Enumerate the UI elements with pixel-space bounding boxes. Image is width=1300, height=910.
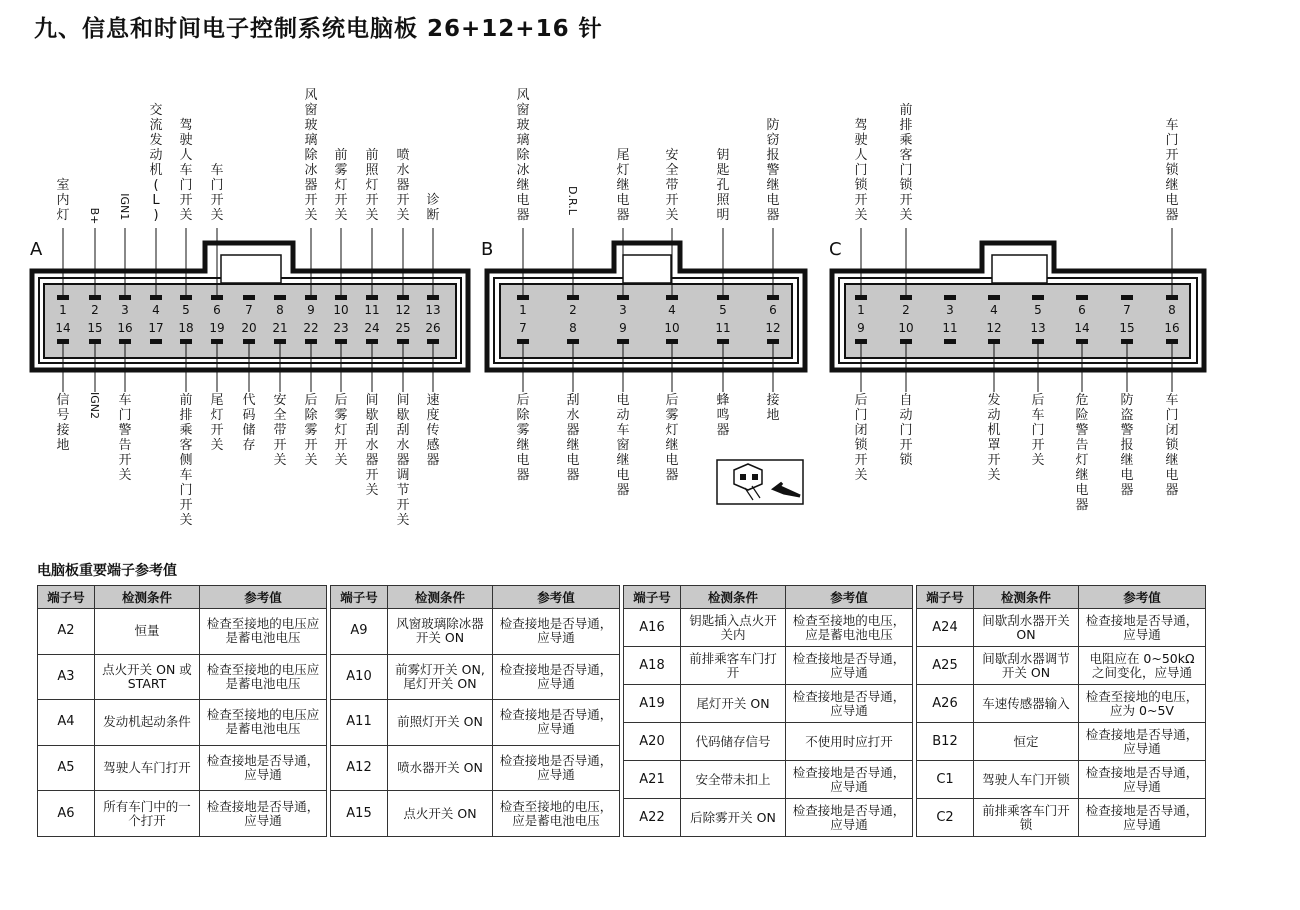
col-header-condition: 检测条件 — [681, 586, 786, 609]
table-row — [624, 647, 913, 685]
pin-label: 驾驶人车门开关 — [179, 118, 193, 223]
condition-cell: 间歇刮水器开关 ON — [974, 609, 1079, 647]
pin-label: 前照灯开关 — [365, 148, 379, 223]
condition-cell: 间歇刮水器调节开关 ON — [974, 647, 1079, 685]
pin-number: 26 — [425, 321, 441, 335]
pin-label: 室内灯 — [56, 178, 70, 223]
reference-table-4 — [916, 585, 1206, 837]
reference-cell: 检查至接地的电压应是蓄电池电压 — [200, 654, 327, 700]
pin-number: 5 — [719, 303, 727, 317]
pin-number: 14 — [55, 321, 71, 335]
reference-cell: 电阻应在 0~50kΩ 之间变化，应导通 — [1079, 647, 1206, 685]
terminal-cell: A9 — [331, 609, 388, 655]
pin-label: 后雾灯开关 — [334, 393, 348, 468]
connector-face — [845, 284, 1190, 358]
terminal-cell: C1 — [917, 761, 974, 799]
table-caption: 电脑板重要端子参考值 — [37, 563, 177, 579]
reference-cell: 检查至接地的电压，应是蓄电池电压 — [493, 791, 620, 837]
table-row — [38, 654, 327, 700]
table-row — [38, 609, 327, 655]
col-header-terminal: 端子号 — [331, 586, 388, 609]
connector-key — [623, 255, 671, 283]
pin-label: 驾驶人门锁开关 — [854, 118, 868, 223]
terminal-cell: A15 — [331, 791, 388, 837]
connector-letter: B — [481, 239, 494, 260]
table-row — [624, 723, 913, 761]
pin-label: 后门闭锁开关 — [854, 393, 868, 483]
pin-label: 诊断 — [426, 193, 440, 223]
pin-number: 14 — [1074, 321, 1090, 335]
reference-table-1 — [37, 585, 327, 837]
pin-number: 1 — [59, 303, 67, 317]
condition-cell: 点火开关 ON 或 START — [95, 654, 200, 700]
pin-number: 17 — [148, 321, 164, 335]
pin-number: 7 — [519, 321, 527, 335]
reference-cell: 检查接地是否导通，应导通 — [1079, 799, 1206, 837]
pin-number: 5 — [1034, 303, 1042, 317]
pin-label: 危险警告灯继电器 — [1075, 393, 1089, 513]
connector-letter: A — [30, 239, 43, 260]
terminal-cell: A21 — [624, 761, 681, 799]
reference-cell: 检查接地是否导通，应导通 — [493, 609, 620, 655]
reference-cell: 检查接地是否导通，应导通 — [1079, 723, 1206, 761]
table-row — [624, 685, 913, 723]
condition-cell: 车速传感器输入 — [974, 685, 1079, 723]
terminal-cell: A4 — [38, 700, 95, 746]
table-row — [331, 791, 620, 837]
pin-label: 信号接地 — [56, 393, 70, 453]
reference-cell: 检查接地是否导通，应导通 — [1079, 761, 1206, 799]
terminal-cell: C2 — [917, 799, 974, 837]
pin-number: 4 — [990, 303, 998, 317]
col-header-reference: 参考值 — [1079, 586, 1206, 609]
reference-cell: 检查接地是否导通，应导通 — [493, 654, 620, 700]
terminal-cell: A26 — [917, 685, 974, 723]
pin-terminal — [1032, 295, 1044, 300]
col-header-condition: 检测条件 — [974, 586, 1079, 609]
pin-number: 23 — [333, 321, 349, 335]
condition-cell: 前排乘客车门打开 — [681, 647, 786, 685]
terminal-cell: A25 — [917, 647, 974, 685]
reference-cell: 检查接地是否导通，应导通 — [786, 761, 913, 799]
table-row — [917, 799, 1206, 837]
pin-number: 7 — [245, 303, 253, 317]
pin-label: 接地 — [766, 393, 780, 423]
table-row — [917, 685, 1206, 723]
col-header-condition: 检测条件 — [388, 586, 493, 609]
pin-number: 16 — [1164, 321, 1180, 335]
pin-number: 9 — [619, 321, 627, 335]
condition-cell: 所有车门中的一个打开 — [95, 791, 200, 837]
pin-label: 尾灯继电器 — [616, 148, 630, 223]
pin-label: 前排乘客侧车门开关 — [179, 393, 193, 528]
pin-terminal — [1076, 295, 1088, 300]
table-row — [38, 700, 327, 746]
col-header-reference: 参考值 — [786, 586, 913, 609]
table-row — [624, 609, 913, 647]
pin-label: 电动车窗继电器 — [616, 393, 630, 498]
pin-number: 15 — [87, 321, 103, 335]
pin-number: 8 — [569, 321, 577, 335]
pin-number: 4 — [152, 303, 160, 317]
pin-number: 2 — [902, 303, 910, 317]
pin-label: 钥匙孔照明 — [716, 148, 730, 223]
condition-cell: 前排乘客车门开锁 — [974, 799, 1079, 837]
table-row — [917, 609, 1206, 647]
pin-number: 18 — [178, 321, 194, 335]
pin-label: 车门开锁继电器 — [1165, 118, 1179, 223]
pin-number: 10 — [898, 321, 914, 335]
col-header-reference: 参考值 — [200, 586, 327, 609]
terminal-cell: A24 — [917, 609, 974, 647]
pin-label: 喷水器开关 — [396, 148, 410, 223]
pin-label: IGN2 — [88, 392, 101, 419]
table-row — [331, 609, 620, 655]
connector-face — [500, 284, 792, 358]
reference-cell: 检查至接地的电压应是蓄电池电压 — [200, 700, 327, 746]
pin-label: 尾灯开关 — [210, 393, 224, 453]
connector-key — [992, 255, 1047, 283]
condition-cell: 前照灯开关 ON — [388, 700, 493, 746]
pin-terminal — [944, 339, 956, 344]
table-row — [624, 761, 913, 799]
pin-label: 防盗警报继电器 — [1120, 393, 1134, 498]
pin-label: 后雾灯继电器 — [665, 393, 679, 483]
pin-number: 6 — [769, 303, 777, 317]
pin-label: 自动门开锁 — [899, 393, 913, 468]
pin-terminal — [944, 295, 956, 300]
connector-letter: C — [829, 239, 842, 260]
pin-number: 12 — [986, 321, 1002, 335]
connector-key — [221, 255, 281, 283]
pin-label: 风窗玻璃除冰继电器 — [516, 88, 530, 223]
table-row — [331, 654, 620, 700]
reference-cell: 检查接地是否导通，应导通 — [200, 745, 327, 791]
pin-label: 前雾灯开关 — [334, 148, 348, 223]
pin-number: 11 — [942, 321, 958, 335]
pin-label: 交流发动机( L ) — [149, 103, 163, 223]
table-row — [331, 745, 620, 791]
pin-label: D.R.L — [566, 186, 579, 215]
pin-number: 6 — [213, 303, 221, 317]
table-row — [917, 761, 1206, 799]
table-row — [917, 647, 1206, 685]
pin-number: 13 — [1030, 321, 1046, 335]
condition-cell: 恒定 — [974, 723, 1079, 761]
table-row — [331, 700, 620, 746]
pin-label: 蜂鸣器 — [716, 393, 730, 438]
page-title: 九、信息和时间电子控制系统电脑板 26+12+16 针 — [34, 16, 603, 42]
condition-cell: 尾灯开关 ON — [681, 685, 786, 723]
condition-cell: 恒量 — [95, 609, 200, 655]
pin-label: 发动机罩开关 — [987, 393, 1001, 483]
terminal-cell: A18 — [624, 647, 681, 685]
pin-label: 后除雾继电器 — [516, 393, 530, 483]
pin-label: 安全带开关 — [665, 148, 679, 223]
pin-number: 16 — [117, 321, 133, 335]
pin-number: 6 — [1078, 303, 1086, 317]
pin-number: 12 — [765, 321, 781, 335]
condition-cell: 安全带未扣上 — [681, 761, 786, 799]
pin-number: 10 — [664, 321, 680, 335]
pin-number: 5 — [182, 303, 190, 317]
pin-number: 3 — [619, 303, 627, 317]
pin-label: 刮水器继电器 — [566, 393, 580, 483]
pin-label: 间歇刮水器调节开关 — [396, 393, 410, 528]
pin-label: 后车门开关 — [1031, 393, 1045, 468]
pin-number: 9 — [307, 303, 315, 317]
condition-cell: 风窗玻璃除冰器开关 ON — [388, 609, 493, 655]
pin-label: 速度传感器 — [426, 393, 440, 468]
pin-label: B+ — [88, 207, 101, 225]
reference-table-3 — [623, 585, 913, 837]
condition-cell: 驾驶人车门打开 — [95, 745, 200, 791]
table-row — [38, 791, 327, 837]
condition-cell: 前雾灯开关 ON, 尾灯开关 ON — [388, 654, 493, 700]
table-row — [624, 799, 913, 837]
table-row — [38, 745, 327, 791]
pin-number: 2 — [569, 303, 577, 317]
reference-cell: 检查至接地的电压，应是蓄电池电压 — [786, 609, 913, 647]
reference-cell: 不使用时应打开 — [786, 723, 913, 761]
pin-number: 9 — [857, 321, 865, 335]
col-header-terminal: 端子号 — [917, 586, 974, 609]
pin-label: 车门开关 — [210, 163, 224, 223]
terminal-cell: A16 — [624, 609, 681, 647]
pin-terminal — [243, 295, 255, 300]
pin-number: 2 — [91, 303, 99, 317]
reference-cell: 检查接地是否导通，应导通 — [493, 700, 620, 746]
condition-cell: 代码储存信号 — [681, 723, 786, 761]
reference-table-2 — [330, 585, 620, 837]
reference-cell: 检查至接地的电压，应为 0~5V — [1079, 685, 1206, 723]
pin-label: 风窗玻璃除冰器开关 — [304, 88, 318, 223]
terminal-cell: B12 — [917, 723, 974, 761]
reference-cell: 检查至接地的电压应是蓄电池电压 — [200, 609, 327, 655]
condition-cell: 后除雾开关 ON — [681, 799, 786, 837]
col-header-reference: 参考值 — [493, 586, 620, 609]
pin-label: 安全带开关 — [273, 393, 287, 468]
pin-number: 1 — [857, 303, 865, 317]
pin-number: 11 — [364, 303, 380, 317]
col-header-condition: 检测条件 — [95, 586, 200, 609]
pin-number: 24 — [364, 321, 380, 335]
pin-label: 间歇刮水器开关 — [365, 393, 379, 498]
terminal-cell: A22 — [624, 799, 681, 837]
pin-label: 车门闭锁继电器 — [1165, 393, 1179, 498]
pin-number: 11 — [715, 321, 731, 335]
terminal-cell: A10 — [331, 654, 388, 700]
condition-cell: 驾驶人车门开锁 — [974, 761, 1079, 799]
reference-cell: 检查接地是否导通，应导通 — [786, 647, 913, 685]
pin-number: 4 — [668, 303, 676, 317]
condition-cell: 钥匙插入点火开关内 — [681, 609, 786, 647]
pin-number: 19 — [209, 321, 225, 335]
pin-number: 25 — [395, 321, 411, 335]
pin-number: 22 — [303, 321, 319, 335]
reference-cell: 检查接地是否导通，应导通 — [493, 745, 620, 791]
pin-number: 8 — [276, 303, 284, 317]
terminal-cell: A3 — [38, 654, 95, 700]
pin-number: 13 — [425, 303, 441, 317]
terminal-cell: A6 — [38, 791, 95, 837]
pin-terminal — [274, 295, 286, 300]
pin-label: 防窃报警继电器 — [766, 118, 780, 223]
condition-cell: 点火开关 ON — [388, 791, 493, 837]
pin-number: 20 — [241, 321, 257, 335]
terminal-cell: A11 — [331, 700, 388, 746]
pin-number: 8 — [1168, 303, 1176, 317]
pin-label: 车门警告开关 — [118, 393, 132, 483]
reference-cell: 检查接地是否导通，应导通 — [200, 791, 327, 837]
pin-label: 代码储存 — [242, 393, 256, 453]
pin-number: 1 — [519, 303, 527, 317]
terminal-cell: A20 — [624, 723, 681, 761]
col-header-terminal: 端子号 — [624, 586, 681, 609]
reference-cell: 检查接地是否导通，应导通 — [786, 685, 913, 723]
condition-cell: 喷水器开关 ON — [388, 745, 493, 791]
reference-cell: 检查接地是否导通，应导通 — [1079, 609, 1206, 647]
terminal-cell: A12 — [331, 745, 388, 791]
condition-cell: 发动机起动条件 — [95, 700, 200, 746]
pin-number: 3 — [121, 303, 129, 317]
col-header-terminal: 端子号 — [38, 586, 95, 609]
terminal-cell: A5 — [38, 745, 95, 791]
pin-number: 12 — [395, 303, 411, 317]
pin-label: 后除雾开关 — [304, 393, 318, 468]
table-row — [917, 723, 1206, 761]
pin-terminal — [1121, 295, 1133, 300]
pin-number: 21 — [272, 321, 288, 335]
pin-label: IGN1 — [118, 193, 131, 221]
pin-terminal — [988, 295, 1000, 300]
terminal-cell: A2 — [38, 609, 95, 655]
pin-number: 7 — [1123, 303, 1131, 317]
pin-number: 3 — [946, 303, 954, 317]
pin-terminal — [150, 339, 162, 344]
terminal-cell: A19 — [624, 685, 681, 723]
pin-label: 前排乘客门锁开关 — [899, 103, 913, 223]
pin-number: 10 — [333, 303, 349, 317]
pin-number: 15 — [1119, 321, 1135, 335]
reference-cell: 检查接地是否导通，应导通 — [786, 799, 913, 837]
